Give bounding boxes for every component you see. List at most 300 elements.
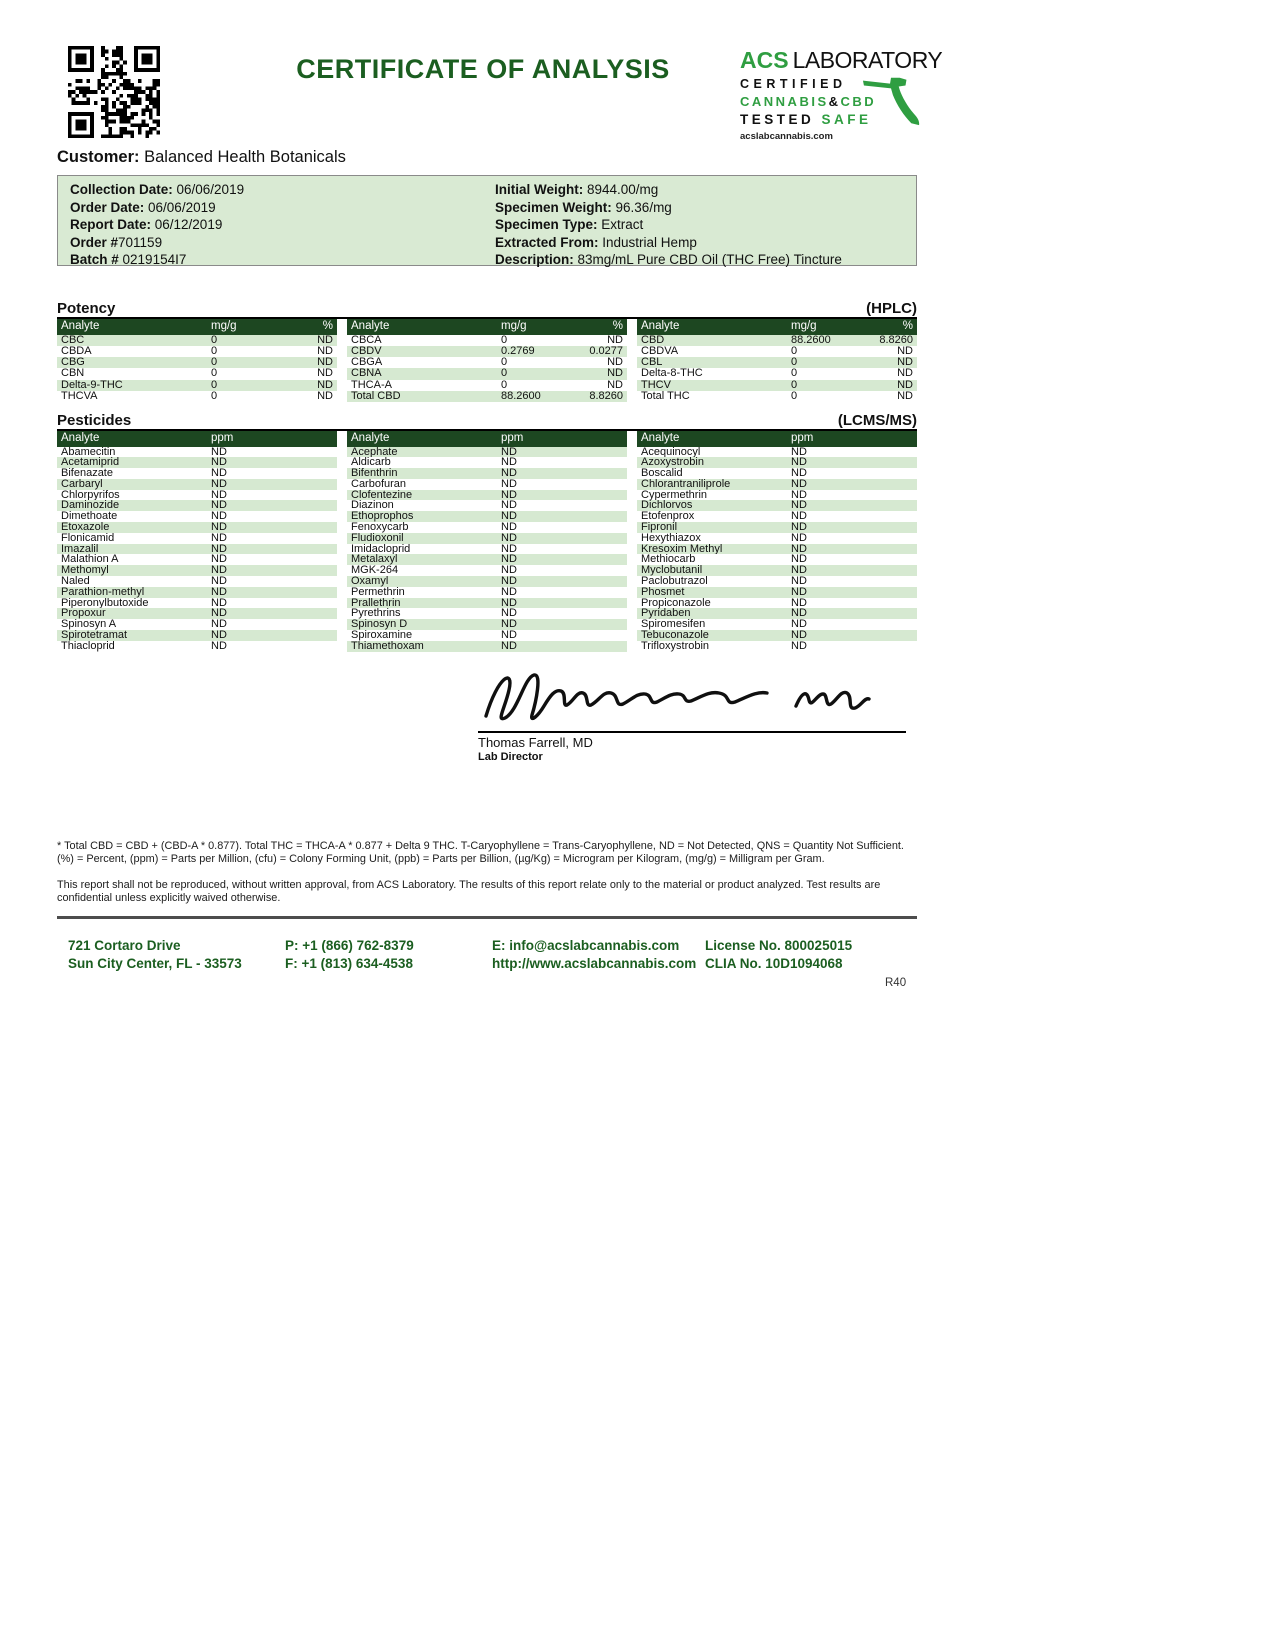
analyte-value: 0 (791, 345, 798, 357)
logo-tested: TESTED (740, 112, 815, 127)
footer-address (68, 937, 242, 972)
column-header: ppm (211, 432, 234, 445)
table-header-row (57, 431, 337, 447)
pesticide-row (347, 522, 627, 533)
table-header-row (637, 431, 917, 447)
analyte-value: 88.2600 (501, 390, 541, 402)
logo-safe: SAFE (821, 112, 872, 127)
analyte-name: Boscalid (641, 468, 683, 479)
analyte-name: Chlorantraniliprole (641, 478, 731, 490)
analyte-name: Methomyl (61, 565, 109, 577)
analyte-value: ND (501, 608, 517, 620)
analyte-name: Spinosyn A (61, 619, 117, 631)
column-header: % (322, 320, 333, 333)
analyte-name: Bifenazate (61, 468, 113, 479)
analyte-value: ND (211, 543, 227, 555)
column-header: mg/g (501, 320, 527, 333)
footer-address-line2: Sun City Center, FL - 33573 (68, 955, 242, 971)
analyte-value: ND (607, 357, 623, 369)
analyte-name: THCVA (61, 390, 98, 402)
pesticide-row (57, 608, 337, 619)
analyte-value: ND (501, 597, 517, 609)
analyte-value: ND (791, 468, 807, 479)
analyte-value: 88.2600 (791, 334, 831, 346)
footer-phone-line: P: +1 (866) 762-8379 (285, 938, 414, 953)
potency-row (637, 335, 917, 346)
analyte-value: ND (317, 357, 333, 369)
analyte-value: ND (211, 511, 227, 523)
pesticide-row (57, 641, 337, 652)
analyte-value: ND (211, 489, 227, 501)
analyte-name: Acequinocyl (641, 446, 701, 458)
analyte-name: Permethrin (351, 586, 405, 598)
analyte-value: ND (211, 500, 227, 512)
potency-row (347, 346, 627, 357)
potency-section-header (57, 300, 917, 319)
analyte-name: Total CBD (351, 390, 401, 402)
analyte-value: 0 (211, 334, 218, 346)
pesticide-row (347, 479, 627, 490)
info-field: Collection Date: 06/06/2019 (70, 182, 245, 197)
analyte-value: 0 (501, 357, 508, 369)
specimen-info-box (57, 175, 917, 266)
info-field: Order #701159 (70, 234, 163, 250)
analyte-value: ND (501, 640, 517, 652)
signer-role: Lab Director (478, 751, 543, 763)
disclaimer-definitions: * Total CBD = CBD + (CBD-A * 0.877). Total THC = THCA-A * 0.877 + Delta 9 THC. T-Caryophyllene = Trans-Caryophyllene, ND = Not Detected, QNS = Quantity Not Sufficient. (%) = Percent, (ppm) = Parts per Million, (cfu) = Colony Forming Unit, (ppb) = Parts per Billion, (µg/Kg) = Microgram per Kilogram, (mg/g) = Milligram per Gram. (57, 840, 904, 866)
analyte-name: Pyrethrins (351, 608, 401, 620)
footer-web (492, 937, 696, 972)
analyte-value: ND (607, 379, 623, 391)
column-header: Analyte (351, 432, 390, 445)
potency-row (347, 391, 627, 402)
pesticides-method: (LCMS/MS) (837, 412, 917, 429)
pesticide-row (347, 598, 627, 609)
customer-label: Customer: (57, 148, 140, 166)
logo-website-text: acslabcannabis.com (740, 131, 833, 142)
pesticide-row (347, 619, 627, 630)
pesticide-row (57, 544, 337, 555)
info-field: Specimen Weight: 96.36/mg (495, 199, 672, 215)
pesticide-row (57, 479, 337, 490)
footer-license (705, 937, 852, 972)
analyte-value: 0 (501, 368, 508, 380)
pesticide-row (347, 457, 627, 468)
analyte-value: 0 (791, 357, 798, 369)
analyte-name: Spirotetramat (61, 630, 128, 641)
pesticide-row (57, 565, 337, 576)
pesticide-row (637, 598, 917, 609)
florida-map-icon (862, 72, 920, 128)
analyte-value: ND (501, 576, 517, 587)
analyte-value: 0 (211, 357, 218, 369)
revision-label: R40 (885, 977, 907, 989)
analyte-value: 0 (501, 379, 508, 391)
analyte-value: ND (791, 554, 807, 566)
analyte-name: THCV (641, 379, 671, 391)
potency-row (637, 368, 917, 379)
potency-row (637, 357, 917, 368)
column-header: Analyte (61, 432, 100, 445)
pesticide-row (57, 630, 337, 641)
logo-acs-text: ACS (740, 47, 789, 73)
pesticide-row (57, 468, 337, 479)
footer-email[interactable]: E: info@acslabcannabis.com (492, 938, 680, 953)
info-field: Initial Weight: 8944.00/mg (495, 182, 659, 197)
analyte-value: 0 (791, 390, 798, 402)
logo-wordmark (740, 47, 943, 73)
logo-cbd: CBD (840, 94, 877, 109)
pesticide-row (637, 554, 917, 565)
potency-row (57, 380, 337, 391)
analyte-value: 0.0277 (589, 345, 623, 357)
analyte-name: Naled (61, 576, 90, 587)
analyte-value: 0 (211, 390, 218, 402)
pesticide-row (637, 544, 917, 555)
pesticide-row (637, 522, 917, 533)
analyte-name: Imidacloprid (351, 543, 411, 555)
table-header-row (347, 431, 627, 447)
analyte-value: ND (501, 511, 517, 523)
analyte-name: Tebuconazole (641, 630, 709, 641)
pesticide-row (637, 608, 917, 619)
analyte-value: ND (211, 608, 227, 620)
analyte-name: Propoxur (61, 608, 106, 620)
pesticide-row (57, 576, 337, 587)
info-column-left (70, 181, 244, 269)
analyte-value: ND (791, 532, 807, 544)
pesticide-row (347, 565, 627, 576)
analyte-name: CBDV (351, 345, 382, 357)
analyte-value: ND (501, 446, 517, 458)
analyte-value: ND (897, 345, 913, 357)
analyte-value: ND (791, 640, 807, 652)
pesticide-row (637, 576, 917, 587)
analyte-value: ND (211, 597, 227, 609)
pesticide-row (57, 500, 337, 511)
analyte-value: ND (501, 478, 517, 490)
analyte-name: Myclobutanil (641, 565, 703, 577)
pesticide-row (347, 533, 627, 544)
analyte-name: Spinosyn D (351, 619, 408, 631)
table-header-row (637, 319, 917, 335)
pesticide-row (57, 447, 337, 458)
analyte-name: Oxamyl (351, 576, 389, 587)
analyte-name: Prallethrin (351, 597, 401, 609)
analyte-value: ND (791, 446, 807, 458)
pesticide-row (637, 587, 917, 598)
analyte-value: ND (791, 608, 807, 620)
analyte-name: Kresoxim Methyl (641, 543, 723, 555)
pesticide-row (57, 457, 337, 468)
analyte-value: ND (791, 597, 807, 609)
analyte-value: 0 (501, 334, 508, 346)
analyte-name: Fipronil (641, 522, 678, 533)
pesticide-row (637, 533, 917, 544)
analyte-value: ND (211, 640, 227, 652)
signature-line (478, 731, 906, 733)
footer-license-no: License No. 800025015 (705, 938, 853, 953)
pesticide-row (347, 587, 627, 598)
pesticide-row (637, 630, 917, 641)
analyte-value: ND (897, 390, 913, 402)
pesticide-row (637, 457, 917, 468)
analyte-value: ND (501, 532, 517, 544)
analyte-name: Abamecitin (61, 446, 116, 458)
analyte-value: ND (791, 576, 807, 587)
analyte-name: Acetamiprid (61, 457, 120, 469)
analyte-name: Carbaryl (61, 478, 103, 490)
pesticides-title: Pesticides (57, 412, 132, 429)
analyte-name: Fludioxonil (351, 532, 404, 544)
potency-row (637, 380, 917, 391)
analyte-value: ND (501, 468, 517, 479)
pesticide-row (637, 490, 917, 501)
analyte-name: Aldicarb (351, 457, 391, 469)
column-header: mg/g (211, 320, 237, 333)
pesticide-row (347, 511, 627, 522)
analyte-value: 0 (211, 368, 218, 380)
info-field: Batch # 0219154I7 (70, 252, 187, 268)
footer-address-line1: 721 Cortaro Drive (68, 938, 181, 953)
analyte-name: Cypermethrin (641, 489, 708, 501)
pesticide-row (637, 500, 917, 511)
analyte-value: ND (501, 543, 517, 555)
table-column-group (57, 319, 337, 402)
pesticide-row (347, 544, 627, 555)
analyte-value: ND (501, 554, 517, 566)
potency-row (57, 368, 337, 379)
pesticide-row (347, 641, 627, 652)
analyte-name: Pyridaben (641, 608, 691, 620)
column-header: % (902, 320, 913, 333)
analyte-name: Daminozide (61, 500, 120, 512)
analyte-name: Diazinon (351, 500, 394, 512)
analyte-value: 0 (791, 368, 798, 380)
analyte-name: CBGA (351, 357, 383, 369)
analyte-value: 8.8260 (879, 334, 913, 346)
analyte-value: ND (501, 586, 517, 598)
table-column-group (57, 431, 337, 652)
pesticide-row (57, 522, 337, 533)
analyte-value: ND (607, 368, 623, 380)
analyte-value: ND (501, 489, 517, 501)
analyte-name: Fenoxycarb (351, 522, 409, 533)
potency-method: (HPLC) (866, 300, 917, 317)
info-column-right (495, 181, 842, 269)
analyte-value: ND (501, 619, 517, 631)
analyte-name: Delta-9-THC (61, 379, 123, 391)
analyte-value: ND (211, 522, 227, 533)
analyte-value: ND (211, 586, 227, 598)
analyte-value: ND (791, 543, 807, 555)
analyte-value: 0 (791, 379, 798, 391)
pesticide-row (637, 468, 917, 479)
analyte-value: ND (211, 468, 227, 479)
analyte-name: CBNA (351, 368, 382, 380)
analyte-value: ND (501, 500, 517, 512)
analyte-name: Clofentezine (351, 489, 413, 501)
pesticide-row (637, 641, 917, 652)
pesticide-row (57, 619, 337, 630)
table-header-row (57, 319, 337, 335)
potency-row (57, 357, 337, 368)
analyte-value: ND (317, 379, 333, 391)
analyte-name: Dichlorvos (641, 500, 693, 512)
potency-row (637, 391, 917, 402)
analyte-value: ND (501, 565, 517, 577)
qr-code-image (68, 46, 160, 138)
analyte-value: ND (211, 554, 227, 566)
analyte-value: ND (211, 576, 227, 587)
footer-website[interactable]: http://www.acslabcannabis.com (492, 955, 697, 971)
analyte-name: Paclobutrazol (641, 576, 708, 587)
pesticide-row (57, 554, 337, 565)
analyte-value: ND (211, 532, 227, 544)
analyte-name: Propiconazole (641, 597, 711, 609)
customer-name: Balanced Health Botanicals (144, 148, 346, 166)
analyte-value: ND (791, 489, 807, 501)
page-title: CERTIFICATE OF ANALYSIS (296, 54, 670, 84)
analyte-value: ND (897, 357, 913, 369)
table-column-group (637, 431, 917, 652)
analyte-value: ND (501, 457, 517, 469)
analyte-name: Ethoprophos (351, 511, 414, 523)
analyte-name: Spiroxamine (351, 630, 413, 641)
potency-title: Potency (57, 300, 116, 317)
column-header: ppm (501, 432, 524, 445)
analyte-value: ND (897, 379, 913, 391)
analyte-name: Dimethoate (61, 511, 118, 523)
column-header: Analyte (351, 320, 390, 333)
analyte-value: ND (211, 565, 227, 577)
pesticides-section-header (57, 412, 917, 431)
table-header-row (347, 319, 627, 335)
analyte-value: ND (897, 368, 913, 380)
analyte-name: CBC (61, 334, 85, 346)
analyte-name: Carbofuran (351, 478, 407, 490)
analyte-value: ND (211, 446, 227, 458)
potency-row (57, 391, 337, 402)
analyte-value: 8.8260 (589, 390, 623, 402)
pesticide-row (347, 630, 627, 641)
analyte-value: ND (211, 457, 227, 469)
table-column-group (347, 319, 627, 402)
column-header: Analyte (641, 432, 680, 445)
analyte-name: Bifenthrin (351, 468, 398, 479)
pesticide-row (347, 576, 627, 587)
pesticide-row (57, 598, 337, 609)
logo-laboratory-text: LABORATORY (792, 47, 943, 73)
customer-line (57, 148, 346, 167)
pesticide-row (347, 554, 627, 565)
analyte-value: 0 (211, 379, 218, 391)
analyte-name: Hexythiazox (641, 532, 701, 544)
analyte-value: 0 (211, 345, 218, 357)
pesticide-row (347, 490, 627, 501)
analyte-name: CBG (61, 357, 85, 369)
column-header: ppm (791, 432, 814, 445)
signature-image (478, 666, 878, 730)
table-column-group (347, 431, 627, 652)
analyte-value: ND (791, 500, 807, 512)
analyte-name: CBDVA (641, 345, 679, 357)
info-field: Report Date: 06/12/2019 (70, 217, 223, 233)
footer-clia-no: CLIA No. 10D1094068 (705, 955, 843, 971)
analyte-name: Metalaxyl (351, 554, 398, 566)
analyte-name: Spiromesifen (641, 619, 706, 631)
analyte-value: ND (211, 478, 227, 490)
pesticide-row (347, 500, 627, 511)
analyte-name: Azoxystrobin (641, 457, 704, 469)
footer-fax-line: F: +1 (813) 634-4538 (285, 955, 413, 971)
potency-row (347, 380, 627, 391)
analyte-name: CBL (641, 357, 663, 369)
pesticide-row (637, 565, 917, 576)
pesticide-row (637, 511, 917, 522)
potency-row (347, 368, 627, 379)
info-field: Extracted From: Industrial Hemp (495, 234, 697, 250)
analyte-value: ND (791, 522, 807, 533)
analyte-name: CBCA (351, 334, 382, 346)
qr-code (68, 46, 160, 138)
analyte-name: CBD (641, 334, 665, 346)
pesticide-row (637, 479, 917, 490)
analyte-value: ND (317, 345, 333, 357)
analyte-name: MGK-264 (351, 565, 399, 577)
acs-laboratory-logo (740, 47, 943, 144)
analyte-name: Phosmet (641, 586, 685, 598)
analyte-value: ND (211, 630, 227, 641)
pesticide-row (57, 587, 337, 598)
analyte-name: Delta-8-THC (641, 368, 703, 380)
analyte-value: ND (317, 368, 333, 380)
potency-row (57, 335, 337, 346)
pesticide-row (57, 511, 337, 522)
analyte-name: Trifloxystrobin (641, 640, 710, 652)
analyte-value: ND (791, 630, 807, 641)
analyte-value: ND (211, 619, 227, 631)
analyte-value: ND (501, 522, 517, 533)
analyte-value: ND (607, 334, 623, 346)
analyte-value: ND (791, 586, 807, 598)
analyte-value: 0.2769 (501, 345, 535, 357)
analyte-name: THCA-A (351, 379, 392, 391)
analyte-name: Chlorpyrifos (61, 489, 120, 501)
analyte-name: Thiamethoxam (351, 640, 424, 652)
analyte-name: Flonicamid (61, 532, 115, 544)
analyte-name: Thiacloprid (61, 640, 115, 652)
analyte-name: Methiocarb (641, 554, 696, 566)
analyte-name: Parathion-methyl (61, 586, 145, 598)
analyte-name: CBN (61, 368, 85, 380)
potency-row (347, 335, 627, 346)
analyte-value: ND (317, 390, 333, 402)
column-header: Analyte (61, 320, 100, 333)
footer-phone (285, 937, 414, 972)
pesticide-row (347, 608, 627, 619)
info-field: Description: 83mg/mL Pure CBD Oil (THC Free) Tincture (495, 252, 842, 268)
potency-row (347, 357, 627, 368)
potency-row (637, 346, 917, 357)
logo-certified-text: CERTIFIED (740, 77, 847, 91)
potency-row (57, 346, 337, 357)
analyte-name: Imazalil (61, 543, 99, 555)
analyte-name: CBDA (61, 345, 92, 357)
analyte-value: ND (317, 334, 333, 346)
analyte-name: Etofenprox (641, 511, 695, 523)
analyte-value: ND (791, 511, 807, 523)
